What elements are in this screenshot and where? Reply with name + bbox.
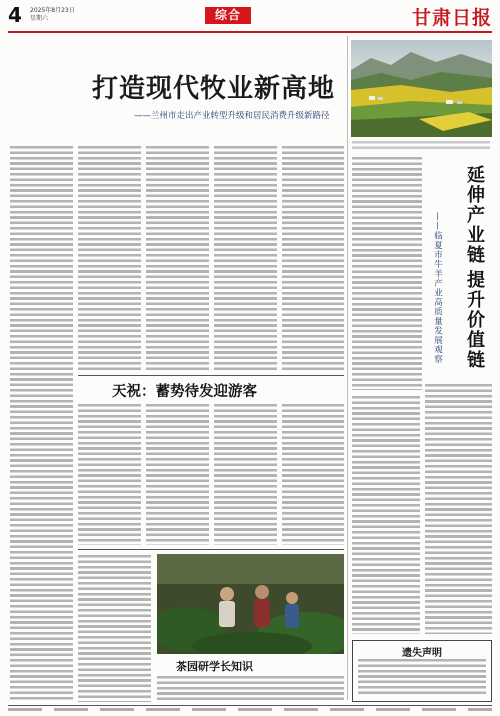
weekday-text: 星期六: [30, 15, 49, 22]
lost-notice-box: [352, 640, 492, 702]
issue-date: [30, 7, 75, 23]
side-article-title-line-2: 提升价值链: [464, 270, 485, 370]
footer-rule: [8, 705, 492, 706]
section-banner: 综合: [205, 7, 251, 24]
page-number: 4: [8, 3, 22, 27]
side-article-column-2: [352, 396, 420, 634]
middle-article-column-4: [282, 404, 344, 545]
lead-article-title: 打造现代牧业新高地: [92, 74, 336, 104]
column-divider: [347, 36, 348, 700]
lost-notice-title: 遗失声明: [402, 648, 442, 659]
middle-article-column-2: [146, 404, 209, 545]
lead-article-column-2: [78, 146, 141, 370]
tea-garden-photo-image: [157, 554, 344, 654]
lead-article-column-4: [214, 146, 277, 370]
tea-garden-photo: [157, 554, 344, 654]
side-article-column-1: [352, 157, 422, 390]
middle-article-title: 天祝：蓄势待发迎游客: [112, 383, 257, 400]
side-article-title-line-1: 延伸产业链: [464, 165, 485, 265]
bottom-article-column: [78, 555, 151, 702]
lead-article-column-1: [10, 146, 73, 702]
date-text: 2025年8月23日: [30, 7, 75, 14]
middle-article-column-1: [78, 404, 141, 545]
masthead-logo: 甘肃日报: [411, 7, 492, 29]
side-article-subtitle: ——临夏市牛羊产业高质量发展观察: [432, 212, 443, 364]
middle-article-top-rule: [78, 375, 344, 376]
lead-article-column-3: [146, 146, 209, 370]
photo-caption: [352, 141, 490, 152]
landscape-photo-image: [351, 40, 492, 137]
photo-story-title: 茶园研学长知识: [176, 660, 253, 673]
landscape-photo: [351, 40, 492, 137]
middle-article-bottom-rule: [78, 549, 344, 550]
middle-article-column-3: [214, 404, 277, 545]
lead-article-column-5: [282, 146, 344, 370]
lead-article-subtitle: ——兰州市走出产业转型升级和居民消费升级新路径: [134, 111, 330, 121]
photo-story-caption: [157, 676, 344, 701]
footer-info: [8, 708, 492, 711]
lost-notice-body: [358, 659, 486, 697]
header-rule: [8, 31, 492, 33]
side-article-column-3: [425, 384, 492, 634]
